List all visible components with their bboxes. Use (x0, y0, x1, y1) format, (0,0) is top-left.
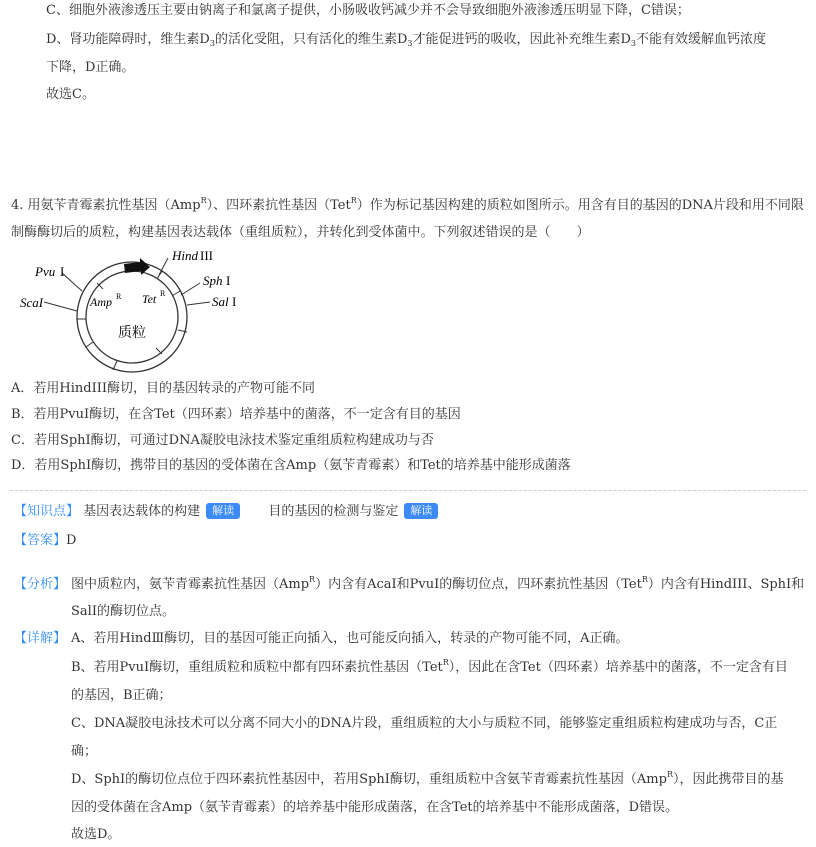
supscript: R (309, 575, 316, 584)
answer-label: 【答案】 (14, 533, 67, 548)
text-segment: 故选D。 (71, 827, 121, 842)
detail-d-cont (71, 799, 678, 817)
text-segment: 不能有效缓解血钙浓度 (636, 32, 767, 47)
supscript: R (200, 196, 207, 205)
pvu-num: I (60, 264, 65, 279)
text-segment: D、SphⅠ的酶切位点位于四环素抗性基因中，若用SphⅠ酶切，重组质粒中含氨苄青霉素抗性基因（Amp (71, 772, 667, 787)
sca-label: ScaI (20, 295, 44, 310)
text-segment: 才能促进钙的吸收，因此补充维生素D (412, 32, 631, 47)
text-segment: ）作为标记基因构建的质粒如图所示。用含有目的基因的DNA片段和用不同限 (356, 198, 804, 213)
detail-b (71, 659, 788, 677)
plasmid-label: 质粒 (118, 326, 146, 341)
supscript: R (350, 196, 357, 205)
option-a (11, 380, 315, 398)
arrow-icon (124, 258, 150, 275)
detail-d (71, 771, 783, 789)
interpret-button[interactable]: 解读 (404, 503, 438, 519)
text-segment: ），因此携带目的基 (672, 772, 784, 787)
sph-num: I (226, 273, 231, 288)
detail-b-cont (71, 687, 172, 705)
subscript: 3 (209, 39, 215, 48)
option-c (11, 432, 434, 450)
pvu-label: Pvu (35, 264, 56, 279)
text-segment: C、细胞外液渗透压主要由钠离子和氯离子提供，小肠吸收钙减少并不会导致细胞外液渗透压明显下降，C错误； (46, 3, 690, 18)
supscript: R (641, 575, 648, 584)
tet-label: Tet (142, 292, 157, 306)
text-segment: 的基因，B正确； (71, 688, 172, 703)
analysis-label: 【分析】 (14, 577, 67, 592)
knowledge-item[interactable]: 目的基因的检测与鉴定 (268, 504, 399, 519)
hind-num: III (200, 248, 213, 263)
supscript: R (442, 658, 449, 667)
detail-choice (71, 826, 120, 844)
subscript: 3 (630, 39, 637, 48)
plasmid-diagram (0, 245, 260, 380)
tet-sup: R (160, 289, 166, 298)
supscript: R (666, 770, 673, 779)
text-segment: ），因此在含Tet（四环素）培养基中的菌落，不一定含有目 (448, 660, 788, 675)
text-segment: C．若用SphI酶切，可通过DNA凝胶电泳技术鉴定重组质粒构建成功与否 (11, 433, 434, 448)
text-segment: D．若用SphI酶切，携带目的基因的受体菌在含Amp（氨苄青霉素）和Tet的培养基中能形成菌落 (11, 458, 571, 473)
interpret-button[interactable]: 解读 (206, 503, 240, 519)
text-segment: SalI的酶切位点。 (71, 604, 175, 619)
answer-value: D (66, 533, 77, 548)
answer-row (14, 532, 76, 550)
amp-sup: R (116, 292, 122, 301)
text-segment: ）内含有AcaI和PvuI的酶切位点，四环素抗性基因（Tet (315, 577, 642, 592)
detail-c (71, 715, 777, 733)
text-segment: 制酶酶切后的质粒，构建基因表达载体（重组质粒），并转化到受体菌中。下列叙述错误的是（ ） (11, 225, 590, 240)
text-segment: 下降，D正确。 (46, 60, 135, 75)
hind-label: Hind (172, 248, 198, 263)
sal-label: Sal (212, 294, 229, 309)
text-segment: 图中质粒内，氨苄青霉素抗性基因（Amp (71, 577, 310, 592)
sph-label: Sph (203, 273, 223, 288)
amp-label: Amp (90, 295, 112, 309)
text-segment: 因的受体菌在含Amp（氨苄青霉素）的培养基中能形成菌落，在含Tet的培养基中不能形成菌落，D错误。 (71, 800, 679, 815)
text-segment: ）、四环素抗性基因（Tet (206, 198, 351, 213)
prev-explanation-d-cont (46, 59, 134, 77)
text-segment: A、若用HindⅢ酶切，目的基因可能正向插入，也可能反向插入，转录的产物可能不同，A正确。 (71, 631, 629, 646)
prev-explanation-c (46, 2, 690, 20)
text-segment: 4. 用氨苄青霉素抗性基因（Amp (11, 198, 201, 213)
text-segment: 的活化受阻，只有活化的维生素D (214, 32, 408, 47)
prev-explanation-d (46, 31, 766, 49)
question-stem-cont (11, 224, 590, 242)
prev-choice (46, 86, 95, 104)
detail-label: 【详解】 (14, 631, 67, 646)
analysis-text-cont (71, 603, 175, 621)
divider (10, 490, 806, 491)
knowledge-row (14, 503, 462, 521)
analysis-text (71, 576, 804, 594)
text-segment: 确； (71, 744, 98, 759)
text-segment: A．若用HindIII酶切，目的基因转录的产物可能不同 (11, 381, 315, 396)
knowledge-item[interactable]: 基因表达载体的构建 (83, 504, 201, 519)
question-stem (11, 197, 804, 215)
text-segment: 故选C。 (46, 87, 95, 102)
detail-a (71, 630, 629, 648)
text-segment: C、DNA凝胶电泳技术可以分离不同大小的DNA片段，重组质粒的大小与质粒不同，能够鉴定重组质粒构建成功与否，C正 (71, 716, 778, 731)
text-segment: D、肾功能障碍时，维生素D (46, 32, 210, 47)
option-d (11, 457, 571, 475)
subscript: 3 (407, 39, 413, 48)
option-b (11, 406, 461, 424)
text-segment: B、若用PvuⅠ酶切，重组质粒和质粒中都有四环素抗性基因（Tet (71, 660, 443, 675)
knowledge-label: 【知识点】 (14, 504, 80, 519)
sal-num: I (232, 294, 237, 309)
detail-c-cont (71, 743, 97, 761)
text-segment: ）内含有HindIII、SphI和 (647, 577, 805, 592)
text-segment: B．若用PvuI酶切，在含Tet（四环素）培养基中的菌落，不一定含有目的基因 (11, 407, 461, 422)
